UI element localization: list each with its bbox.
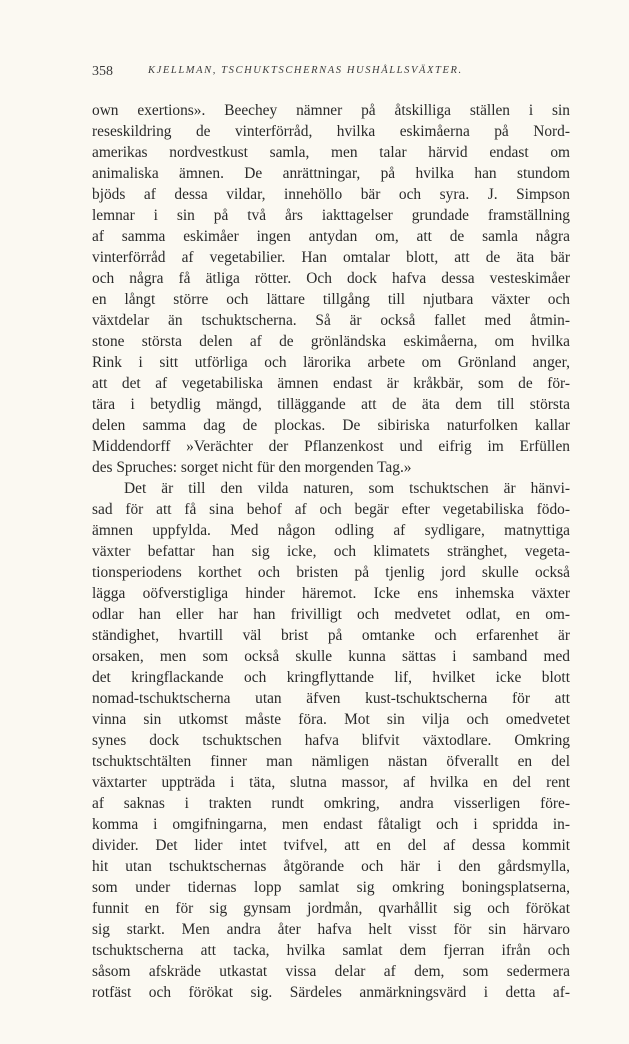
text-line: own exertions». Beechey nämner på åtskilliga ställen i sin: [92, 102, 570, 119]
text-line: odlar han eller har han frivilligt och medvetet odlat, en om-: [92, 606, 570, 623]
text-line: sad för att få sina behof af och begär efter vegetabiliska födo-: [92, 501, 570, 518]
text-line: orsaken, men som också skulle kunna sättas i samband med: [92, 648, 570, 665]
text-line: att det af vegetabiliska ämnen endast är kråkbär, som de för-: [92, 375, 570, 392]
text-line: nomad-tschuktscherna utan äfven kust-tschuktscherna för att: [92, 690, 570, 707]
text-line: komma i omgifningarna, men endast fåtaligt och i spridda in-: [92, 816, 570, 833]
text-line: sig starkt. Men andra åter hafva helt visst för sin härvaro: [92, 921, 570, 938]
text-line: växtdelar än tschuktscherna. Så är också fallet med åtmin-: [92, 312, 570, 329]
text-line: animaliska ämnen. De anrättningar, på hvilka han stundom: [92, 165, 570, 182]
text-line: bjöds af dessa vildar, innehöllo bär och syra. J. Simpson: [92, 186, 570, 203]
text-line: vinna sin utkomst måste föra. Mot sin vilja och omedvetet: [92, 711, 570, 728]
text-line: des Spruches: sorget nicht für den morgenden Tag.»: [92, 459, 412, 476]
text-line: ämnen uppfylda. Med någon odling af sydligare, matnyttiga: [92, 522, 570, 539]
text-line: delen samma dag de plockas. De sibiriska naturfolken kallar: [92, 417, 570, 434]
text-line: funnit en för sig gynsam jordmån, qvarhållit sig och förökat: [92, 900, 570, 917]
text-line: tschuktschtälten finner man nämligen nästan öfverallt en del: [92, 753, 570, 770]
text-line: af saknas i trakten rundt omkring, andra visserligen före-: [92, 795, 570, 812]
text-line: Rink i sitt utförliga och lärorika arbete om Grönland anger,: [92, 354, 570, 371]
text-line: tschuktscherna att tacka, hvilka samlat dem fjerran ifrån och: [92, 942, 570, 959]
text-line: växtarter uppträda i täta, slutna massor, af hvilka en del rent: [92, 774, 570, 791]
text-line: amerikas nordvestkust samla, men talar härvid endast om: [92, 144, 570, 161]
text-line: växter befattar han sig icke, och klimatets stränghet, vegeta-: [92, 543, 570, 560]
text-line: hit utan tschuktschernas åtgörande och här i den gårdsmylla,: [92, 858, 570, 875]
text-line: såsom afskräde utkastat vissa delar af dem, som sedermera: [92, 963, 570, 980]
text-line: som under tidernas lopp samlat sig omkring boningsplatserna,: [92, 879, 570, 896]
text-line: divider. Det lider intet tvifvel, att en del af dessa kommit: [92, 837, 570, 854]
running-title: KJELLMAN, TSCHUKTSCHERNAS HUSHÅLLSVÄXTER.: [148, 65, 463, 76]
text-line: Middendorff »Verächter der Pflanzenkost und eifrig im Erfüllen: [92, 438, 570, 455]
text-line: Det är till den vilda naturen, som tschuktschen är hänvi-: [124, 480, 570, 497]
text-line: lemnar i sin på två års iakttagelser grundade framställning: [92, 207, 570, 224]
text-line: lägga oöfverstigliga hinder häremot. Icke ens inhemska växter: [92, 585, 570, 602]
text-line: synes dock tschuktschen hafva blifvit växtodlare. Omkring: [92, 732, 570, 749]
page-header: [92, 64, 552, 84]
body-text: [92, 100, 570, 1003]
text-line: rotfäst och förökat sig. Särdeles anmärkningsvärd i detta af-: [92, 984, 570, 1001]
text-line: tionsperiodens korthet och bristen på tjenlig jord skulle också: [92, 564, 570, 581]
text-line: och några få ätliga rötter. Och dock hafva dessa vesteskimåer: [92, 270, 570, 287]
text-line: en långt större och lättare tillgång till njutbara växter och: [92, 291, 570, 308]
text-line: det kringflackande och kringflyttande lif, hvilket icke blott: [92, 669, 570, 686]
text-line: vinterförråd af vegetabilier. Han omtalar blott, att de äta bär: [92, 249, 570, 266]
text-line: ständighet, hvartill väl brist på omtanke och erfarenhet är: [92, 627, 570, 644]
text-line: af samma eskimåer ingen antydan om, att de samla några: [92, 228, 570, 245]
page-number: 358: [92, 64, 113, 79]
text-line: tära i betydlig mängd, tilläggande att de äta dem till största: [92, 396, 570, 413]
text-line: stone största delen af de grönländska eskimåerna, om hvilka: [92, 333, 570, 350]
text-line: reseskildring de vinterförråd, hvilka eskimåerna på Nord-: [92, 123, 570, 140]
